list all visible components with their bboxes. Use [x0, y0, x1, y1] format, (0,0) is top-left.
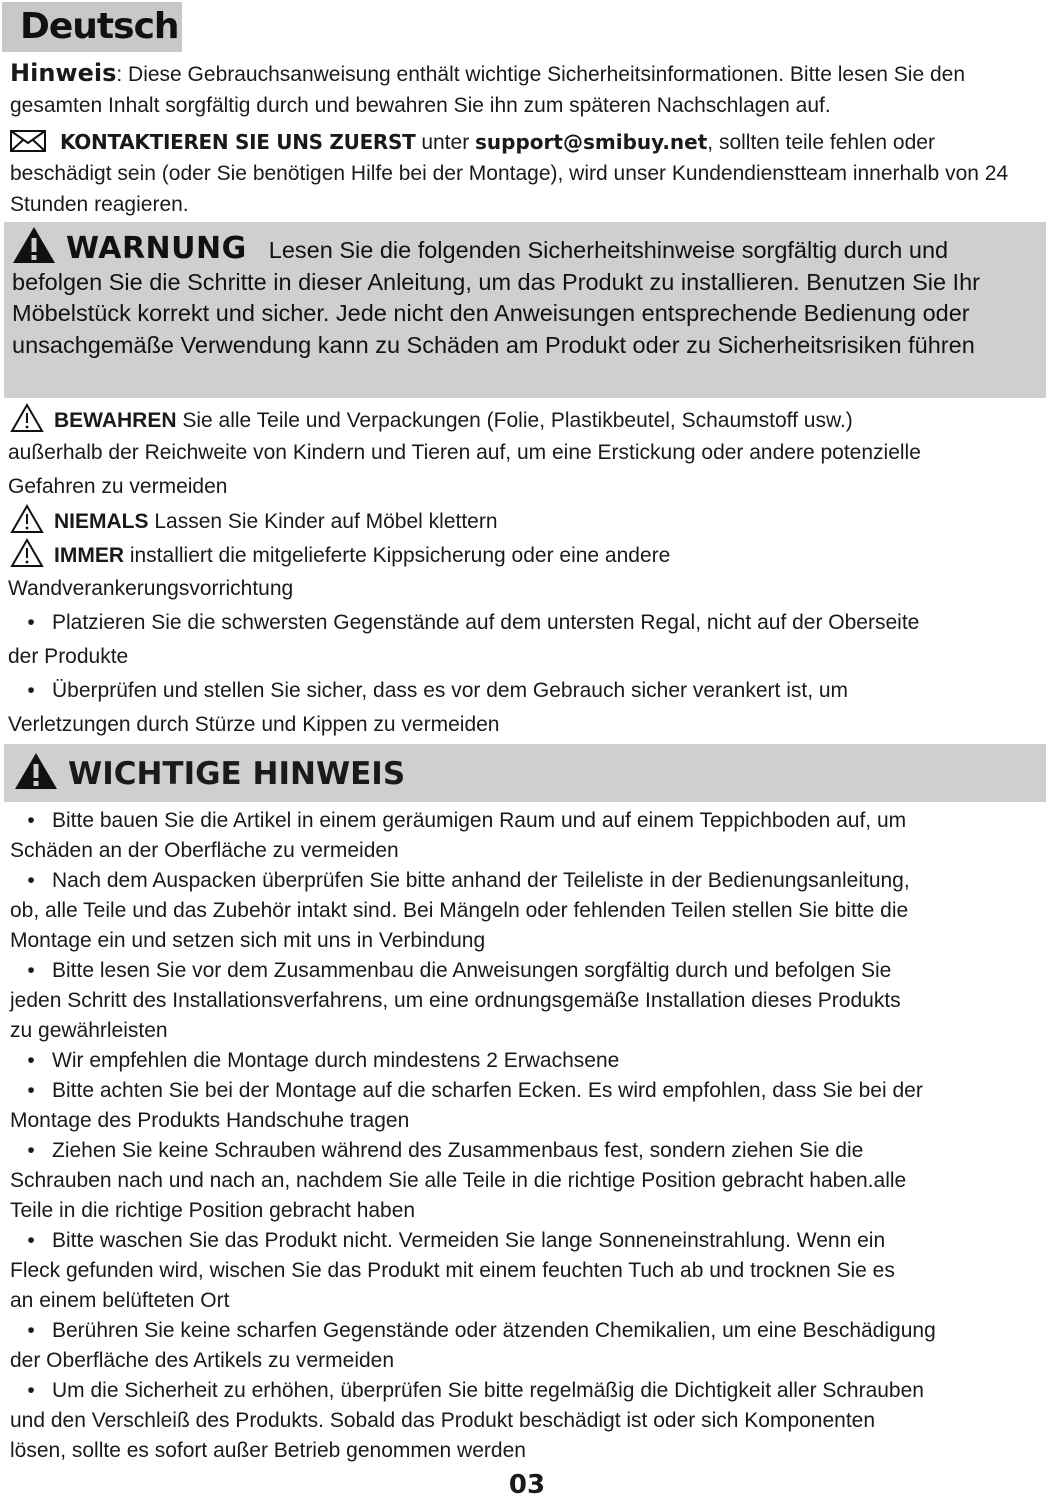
list-item: [10, 1376, 1054, 1406]
list-item-text: Nach dem Auspacken überprüfen Sie bitte anhand der Teileliste in der Bedienungsanleitung,: [52, 869, 910, 892]
contact-pre-email: unter: [415, 131, 476, 154]
list-item-cont: [10, 1346, 1054, 1376]
list-item-cont: [10, 896, 1054, 926]
warning-text: Lesen Sie die folgenden Sicherheitshinweise sorgfältig durch und befolgen Sie die Schritte in dieser Anleitung, um das Produkt zu installieren. Benutzen Sie Ihr Möbelstück korrekt und sicher. Jede nicht den Anweisungen entsprechende Bedienung oder unsachgemäße Verwendung kann zu Schäden am Produkt oder zu Sicherheitsrisiken führen: [12, 237, 980, 358]
list-item-text: Berühren Sie keine scharfen Gegenstände oder ätzenden Chemikalien, um eine Beschädigung: [52, 1319, 936, 1342]
bullet-dot: •: [27, 959, 35, 982]
list-item-text: Schrauben nach und nach an, nachdem Sie alle Teile in die richtige Position gebracht haben.alle: [10, 1169, 907, 1192]
list-item-cont: [10, 1256, 1054, 1286]
bullet-dot: •: [27, 1079, 35, 1102]
list-item-text: Fleck gefunden wird, wischen Sie das Produkt mit einem feuchten Tuch ab und trocknen Sie es: [10, 1259, 895, 1282]
list-item-text: Bitte lesen Sie vor dem Zusammenbau die Anweisungen sorgfältig durch und befolgen Sie: [52, 959, 892, 982]
important-title: WICHTIGE HINWEIS: [68, 756, 406, 792]
caution-line-1: [10, 403, 853, 437]
bullet-dot: •: [27, 869, 35, 892]
language-tab: Deutsch: [2, 2, 182, 52]
list-item-cont: [10, 1166, 1054, 1196]
bullet-dot: •: [27, 1319, 35, 1342]
bullet-dot: •: [27, 809, 35, 832]
list-item-text: und den Verschleiß des Produkts. Sobald das Produkt beschädigt ist oder sich Komponenten: [10, 1409, 876, 1432]
bullet-dot: •: [27, 1139, 35, 1162]
list-item-text: Um die Sicherheit zu erhöhen, überprüfen Sie bitte regelmäßig die Dichtigkeit aller Schrauben: [52, 1379, 924, 1402]
list-item-text: Wir empfehlen die Montage durch mindestens 2 Erwachsene: [52, 1049, 620, 1072]
important-list: [10, 806, 1054, 1466]
list-item-cont: [10, 926, 1054, 956]
list-item: [10, 1226, 1054, 1256]
support-email-link[interactable]: support@smibuy.net: [475, 130, 708, 154]
list-item-text: ob, alle Teile und das Zubehör intakt sind. Bei Mängeln oder fehlenden Teilen stellen Sie bitte die: [10, 899, 909, 922]
important-box: [4, 744, 1046, 802]
list-item-text: Schäden an der Oberfläche zu vermeiden: [10, 839, 399, 862]
page-number: 03: [508, 1470, 546, 1500]
envelope-icon: [10, 130, 46, 152]
warning-triangle-solid-icon: [12, 226, 56, 264]
notice-label: Hinweis: [10, 59, 117, 87]
caution-line-3-cont: Wandverankerungsvorrichtung: [8, 577, 294, 600]
list-item-cont: [10, 1196, 1054, 1226]
list-item-text: Bitte waschen Sie das Produkt nicht. Vermeiden Sie lange Sonneneinstrahlung. Wenn ein: [52, 1229, 886, 1252]
bullet-dot: •: [27, 679, 35, 702]
warning-box: [4, 222, 1046, 398]
notice-block: [10, 58, 1040, 121]
list-item: [10, 806, 1054, 836]
caution-bullet-1: [10, 606, 919, 639]
bullet-text: Platzieren Sie die schwersten Gegenstände auf dem untersten Regal, nicht auf der Oberseite: [52, 611, 920, 634]
list-item-text: Ziehen Sie keine Schrauben während des Zusammenbaus fest, sondern ziehen Sie die: [52, 1139, 864, 1162]
important-title-row: [14, 752, 405, 794]
caution-bullet-2-cont: Verletzungen durch Stürze und Kippen zu vermeiden: [8, 713, 500, 736]
caution-text: installiert die mitgelieferte Kippsicherung oder eine andere: [124, 544, 671, 567]
list-item: [10, 1046, 1054, 1076]
caution-text: Sie alle Teile und Verpackungen (Folie, Plastikbeutel, Schaumstoff usw.): [176, 409, 853, 432]
list-item-cont: [10, 836, 1054, 866]
caution-line-1-cont: außerhalb der Reichweite von Kindern und Tieren auf, um eine Erstickung oder andere potenzielle: [8, 441, 921, 464]
bullet-dot: •: [27, 1229, 35, 1252]
bullet-text: Überprüfen und stellen Sie sicher, dass es vor dem Gebrauch sicher verankert ist, um: [52, 679, 849, 702]
warning-triangle-outline-icon: [10, 504, 44, 534]
list-item-text: Bitte achten Sie bei der Montage auf die scharfen Ecken. Es wird empfohlen, dass Sie bei der: [52, 1079, 923, 1102]
contact-text: , sollten teile fehlen oder beschädigt sein (oder Sie benötigen Hilfe bei der Montage), wird unser Kundendienstteam innerhalb von 24 Stunden reagieren.: [10, 131, 1009, 216]
list-item-text: Montage ein und setzen sich mit uns in Verbindung: [10, 929, 486, 952]
list-item: [10, 1136, 1054, 1166]
bullet-dot: •: [27, 1049, 35, 1072]
caution-line-1-cont2: Gefahren zu vermeiden: [8, 475, 228, 498]
list-item-cont: [10, 1406, 1054, 1436]
caution-line-3: [10, 538, 670, 572]
list-item-text: Teile in die richtige Position gebracht haben: [10, 1199, 416, 1222]
list-item-text: der Oberfläche des Artikels zu vermeiden: [10, 1349, 395, 1372]
list-item-text: zu gewährleisten: [10, 1019, 168, 1042]
list-item-cont: [10, 1106, 1054, 1136]
list-item-text: an einem belüfteten Ort: [10, 1289, 230, 1312]
caution-line-2: [10, 504, 498, 538]
list-item-text: Montage des Produkts Handschuhe tragen: [10, 1109, 410, 1132]
list-item-text: jeden Schritt des Installationsverfahrens, um eine ordnungsgemäße Installation dieses Produkts: [10, 989, 901, 1012]
warning-triangle-outline-icon: [10, 403, 44, 433]
caution-keyword: NIEMALS: [54, 510, 149, 533]
list-item-cont: [10, 986, 1054, 1016]
caution-text: Lassen Sie Kinder auf Möbel klettern: [148, 510, 498, 533]
notice-text: : Diese Gebrauchsanweisung enthält wichtige Sicherheitsinformationen. Bitte lesen Sie den gesamten Inhalt sorgfältig durch und bewahren Sie ihn zum späteren Nachschlagen auf.: [10, 63, 966, 117]
list-item-cont: [10, 1016, 1054, 1046]
list-item-text: Bitte bauen Sie die Artikel in einem geräumigen Raum und auf einem Teppichboden auf, um: [52, 809, 907, 832]
list-item-cont: [10, 1286, 1054, 1316]
list-item: [10, 1076, 1054, 1106]
list-item: [10, 866, 1054, 896]
contact-label: KONTAKTIEREN SIE UNS ZUERST: [60, 130, 416, 154]
caution-keyword: IMMER: [54, 544, 124, 567]
warning-triangle-outline-icon: [10, 538, 44, 568]
warning-title: WARNUNG: [66, 231, 247, 266]
list-item-cont: [10, 1436, 1054, 1466]
caution-bullet-2: [10, 674, 848, 707]
caution-bullet-1-cont: der Produkte: [8, 645, 129, 668]
list-item: [10, 1316, 1054, 1346]
bullet-dot: •: [27, 1379, 35, 1402]
caution-keyword: BEWAHREN: [54, 409, 177, 432]
contact-block: [10, 127, 1040, 220]
list-item: [10, 956, 1054, 986]
bullet-dot: •: [27, 611, 35, 634]
warning-triangle-solid-icon: [14, 752, 58, 790]
list-item-text: lösen, sollte es sofort außer Betrieb genommen werden: [10, 1439, 526, 1462]
